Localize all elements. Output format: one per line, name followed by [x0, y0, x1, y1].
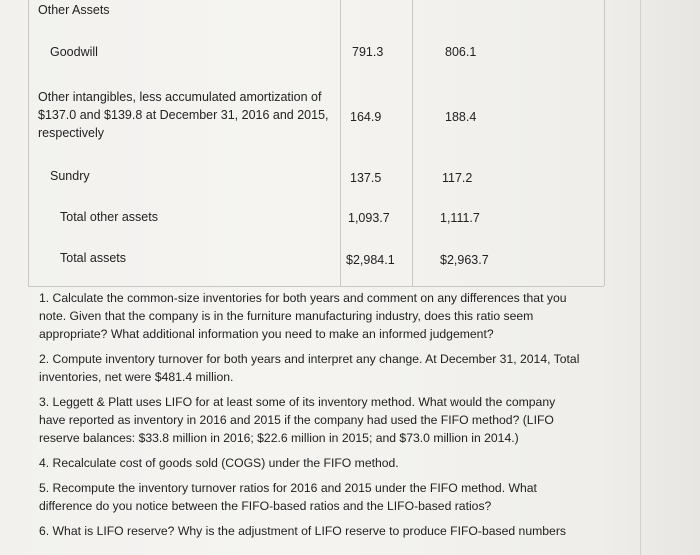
question-6: 6. What is LIFO reserve? Why is the adjustment of LIFO reserve to produce FIFO-based numbers [39, 524, 566, 538]
question-5: 5. Recompute the inventory turnover ratios for 2016 and 2015 under the FIFO method. What difference do you notice between the FIFO-based ratios and the LIFO-based ratios? [39, 481, 537, 513]
page-edge [640, 0, 641, 555]
row-label-sundry: Sundry [50, 169, 90, 183]
row-label-total-assets: Total assets [60, 251, 127, 265]
value-2016-sundry: 137.5 [350, 171, 382, 185]
value-2016-total-other-assets: 1,093.7 [348, 211, 390, 225]
questions-list [39, 289, 584, 547]
value-2015-sundry: 117.2 [442, 171, 473, 185]
row-label-other-intangibles: Other intangibles, less accumulated amortization of $137.0 and $139.8 at December 31, 2016 and 2015, respectively [38, 90, 329, 140]
row-label-goodwill: Goodwill [50, 45, 98, 59]
question-2: 2. Compute inventory turnover for both years and interpret any change. At December 31, 2014, Total inventories, net were $481.4 million. [39, 352, 580, 384]
value-2015-other-intangibles: 188.4 [445, 110, 477, 124]
value-2015-goodwill: 806.1 [445, 45, 477, 59]
question-3: 3. Leggett & Platt uses LIFO for at least some of its inventory method. What would the company have reported as inventory in 2016 and 2015 if the company had used the FIFO method? (LIFO reserve balances: $33.8 million in 2016; $22.6 million in 2015; and $73.0 million in 2014.) [39, 395, 556, 445]
value-2016-total-assets: $2,984.1 [346, 253, 395, 267]
value-2015-total-other-assets: 1,111.7 [440, 211, 480, 225]
table-bottom-border [28, 286, 604, 287]
column-divider [412, 0, 413, 286]
section-title: Other Assets [38, 3, 110, 17]
question-1: 1. Calculate the common-size inventories for both years and comment on any differences that you note. Given that the company is in the furniture manufacturing industry, does this ratio seem appropriate? What additional information you need to make an informed judgement? [39, 291, 567, 341]
row-label-total-other-assets: Total other assets [60, 210, 158, 224]
value-2016-goodwill: 791.3 [352, 45, 384, 59]
question-4: 4. Recalculate cost of goods sold (COGS) under the FIFO method. [39, 456, 399, 470]
table-frame [28, 0, 605, 286]
value-2015-total-assets: $2,963.7 [440, 253, 489, 267]
column-divider [340, 0, 341, 286]
column-divider [604, 0, 605, 286]
value-2016-other-intangibles: 164.9 [350, 110, 382, 124]
